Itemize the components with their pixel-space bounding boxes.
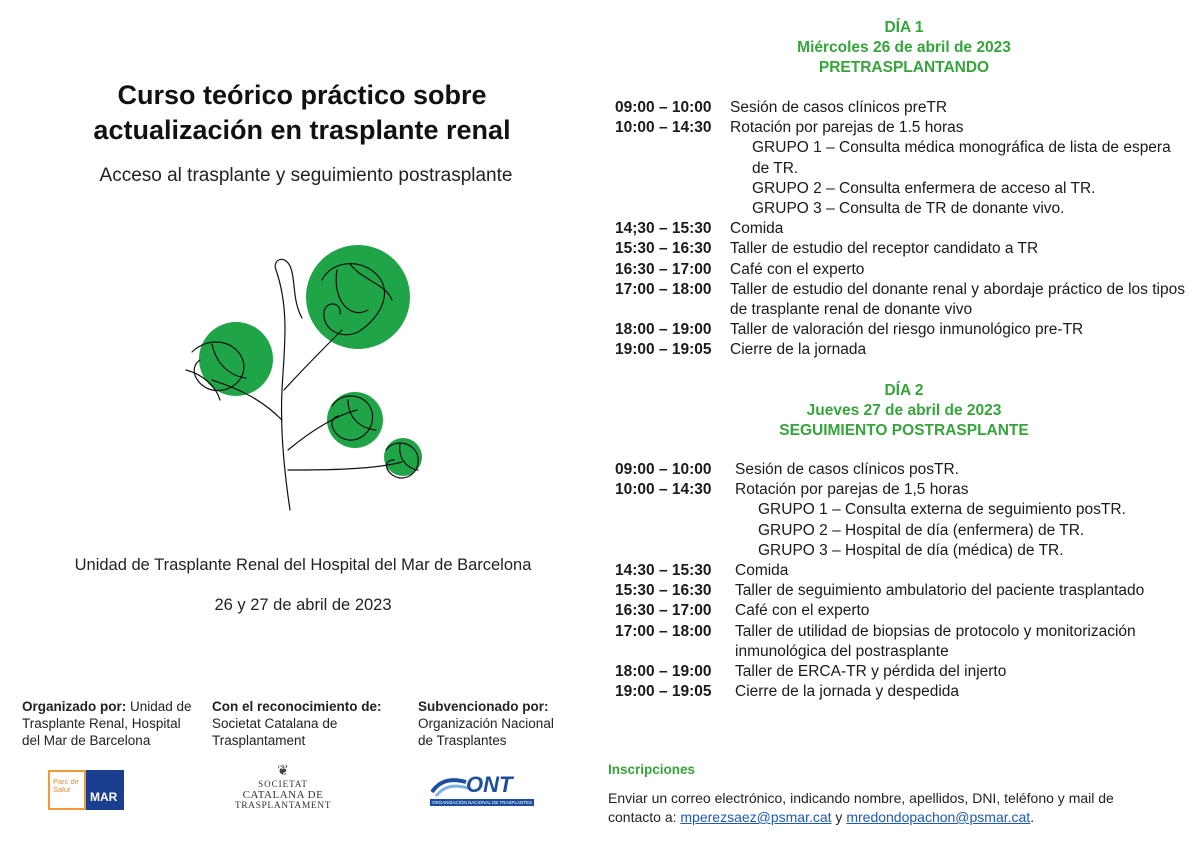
schedule-row (615, 460, 1185, 480)
subgroup-text: GRUPO 1 – Consulta externa de seguimiento posTR. (758, 501, 1126, 519)
schedule-row (615, 260, 1185, 280)
schedule-activity: Rotación por parejas de 1,5 horas (735, 481, 969, 499)
day1-label: DÍA 1 (884, 19, 924, 36)
schedule-row (615, 219, 1185, 239)
schedule-time: 17:00 – 18:00 (615, 280, 712, 298)
schedule-activity: Comida (735, 562, 789, 580)
bird-emblem-icon: ❦ (277, 764, 289, 779)
day1-schedule (615, 98, 1185, 361)
credit-subvencionado (418, 698, 568, 749)
credit-organizado (22, 698, 202, 749)
schedule-activity: Taller de seguimiento ambulatorio del paciente trasplantado (735, 582, 1145, 600)
schedule-activity: Sesión de casos clínicos posTR. (735, 461, 959, 478)
email-link-mredondopachon[interactable]: mredondopachon@psmar.cat (846, 809, 1031, 825)
schedule-activity: Cierre de la jornada y despedida (735, 683, 960, 701)
scat-line2: CATALANA DE (242, 789, 324, 801)
schedule-row (615, 561, 1185, 581)
subgroup-text: GRUPO 3 – Hospital de día (médica) de TR. (758, 541, 1064, 559)
schedule-time: 16:30 – 17:00 (615, 260, 712, 278)
schedule-activity: Taller de estudio del donante renal y abordaje práctico de los tipos de trasplante renal de donante vivo (730, 280, 1185, 319)
day2-header (608, 381, 1200, 441)
schedule-row (615, 682, 1185, 702)
day2-label: DÍA 2 (884, 382, 924, 399)
course-title (0, 78, 604, 148)
plant-illustration (172, 240, 432, 520)
schedule-activity: Taller de valoración del riesgo inmunológico pre-TR (730, 321, 1084, 339)
schedule-activity: Café con el experto (735, 602, 870, 620)
course-title-line1: Curso teórico práctico sobre (117, 80, 487, 110)
email-link-mperezsaez[interactable]: mperezsaez@psmar.cat (680, 809, 832, 825)
schedule-subgroup (615, 138, 1185, 178)
schedule-subgroup (615, 521, 1185, 541)
organizing-unit: Unidad de Trasplante Renal del Hospital del Mar de Barcelona (74, 556, 532, 574)
societat-catalana-logo (228, 765, 338, 817)
schedule-time: 09:00 – 10:00 (615, 461, 712, 478)
schedule-time: 19:00 – 19:05 (615, 341, 712, 359)
schedule-time: 17:00 – 18:00 (615, 622, 712, 640)
day2-theme: SEGUIMIENTO POSTRASPLANTE (779, 422, 1029, 439)
parc-salut-mar-logo (48, 770, 124, 810)
schedule-activity: Rotación por parejas de 1.5 horas (730, 119, 964, 137)
ont-wordmark: ONT (466, 772, 513, 797)
schedule-time: 10:00 – 14:30 (615, 481, 712, 499)
schedule-time: 10:00 – 14:30 (615, 119, 712, 137)
course-dates: 26 y 27 de abril de 2023 (214, 596, 392, 614)
schedule-time: 15:30 – 16:30 (615, 240, 712, 258)
ont-wave-icon (430, 772, 470, 800)
schedule-activity: Taller de utilidad de biopsias de protocolo y monitorización inmunológica del postrasplante (735, 622, 1136, 660)
schedule-row (615, 280, 1185, 320)
credit-reconocimiento-label: Con el reconocimiento de: (212, 699, 382, 714)
schedule-time: 18:00 – 19:00 (615, 321, 712, 339)
schedule-row (615, 662, 1185, 682)
schedule-time: 19:00 – 19:05 (615, 683, 712, 701)
subgroup-text: GRUPO 2 – Hospital de día (enfermera) de TR. (758, 521, 1085, 539)
schedule-row (615, 581, 1185, 601)
schedule-activity: Café con el experto (730, 260, 865, 278)
course-subtitle: Acceso al trasplante y seguimiento postrasplante (99, 165, 513, 186)
schedule-row (615, 601, 1185, 621)
schedule-time: 18:00 – 19:00 (615, 663, 712, 681)
credit-organizado-text: Unidad de Trasplante Renal, Hospital del Mar de Barcelona (22, 699, 192, 748)
day2-schedule (615, 460, 1185, 702)
subgroup-text: GRUPO 3 – Consulta de TR de donante vivo. (752, 200, 1065, 218)
parc-salut-mark: Parc de Salut (48, 770, 86, 810)
ont-bar-text: ORGANIZACIÓN NACIONAL DE TRASPLANTES (431, 800, 533, 805)
schedule-activity: Comida (730, 220, 784, 238)
schedule-activity: Cierre de la jornada (730, 341, 867, 359)
day1-date: Miércoles 26 de abril de 2023 (797, 39, 1011, 56)
schedule-row (615, 320, 1185, 340)
credit-organizado-label: Organizado por: (22, 699, 127, 714)
day1-header (608, 18, 1200, 78)
credit-reconocimiento-text: Societat Catalana de Trasplantament (212, 716, 338, 748)
schedule-activity: Taller de ERCA-TR y pérdida del injerto (735, 663, 1007, 681)
scat-line1: SOCIETAT (258, 779, 308, 789)
inscripciones-instructions: Enviar un correo electrónico, indicando nombre, apellidos, DNI, teléfono y mail de contacto a: (608, 790, 1114, 825)
ont-logo (430, 772, 534, 808)
day1-theme: PRETRASPLANTANDO (818, 59, 990, 76)
scat-line3: TRASPLANTAMENT (234, 801, 332, 811)
subgroup-text: GRUPO 2 – Consulta enfermera de acceso al TR. (752, 179, 1096, 197)
credit-subvencionado-text: Organización Nacional de Trasplantes (418, 716, 554, 748)
inscripciones-text (608, 789, 1168, 827)
schedule-time: 16:30 – 17:00 (615, 602, 712, 620)
schedule-time: 15:30 – 16:30 (615, 582, 712, 600)
course-title-line2: actualización en trasplante renal (93, 115, 511, 145)
inscripciones-title: Inscripciones (608, 762, 696, 777)
schedule-activity: Taller de estudio del receptor candidato a TR (730, 240, 1039, 258)
schedule-row (615, 340, 1185, 360)
schedule-activity: Sesión de casos clínicos preTR (730, 99, 948, 116)
day2-date: Jueves 27 de abril de 2023 (806, 402, 1002, 419)
schedule-subgroup (615, 500, 1185, 520)
schedule-time: 09:00 – 10:00 (615, 99, 712, 116)
schedule-time: 14;30 – 15:30 (615, 220, 712, 238)
schedule-subgroup (615, 179, 1185, 199)
credit-reconocimiento (212, 698, 402, 749)
schedule-row (615, 239, 1185, 259)
schedule-row (615, 98, 1185, 118)
inscripciones-end: . (1030, 809, 1035, 825)
mar-mark: MAR (86, 770, 124, 810)
schedule-time: 14:30 – 15:30 (615, 562, 712, 580)
schedule-row (615, 480, 1185, 500)
schedule-row (615, 622, 1185, 662)
schedule-subgroup (615, 541, 1185, 561)
schedule-row (615, 118, 1185, 138)
subgroup-text: GRUPO 1 – Consulta médica monográfica de lista de espera de TR. (752, 139, 1171, 177)
inscripciones-joiner: y (831, 809, 847, 825)
credit-subvencionado-label: Subvencionado por: (418, 699, 549, 714)
schedule-subgroup (615, 199, 1185, 219)
